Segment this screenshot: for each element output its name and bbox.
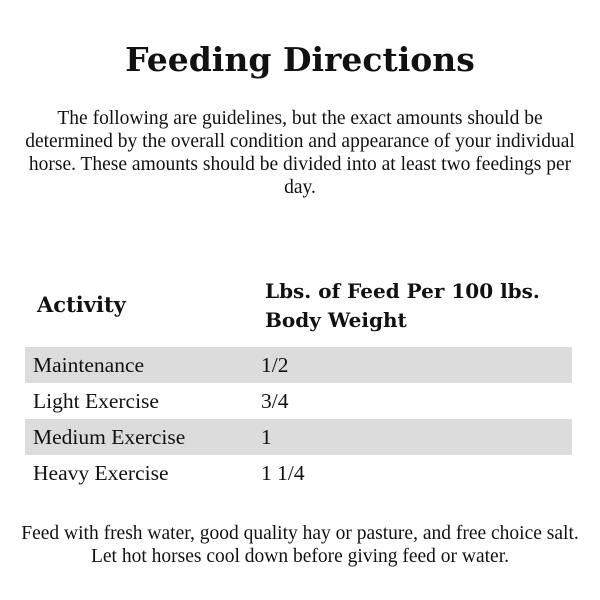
intro-paragraph: The following are guidelines, but the exact amounts should be determined by the overall condition and appearance of your individual horse. These amounts should be divided into at least two feedings per day. [25, 108, 575, 198]
table-row [25, 455, 572, 491]
row-feed-value: 1 1/4 [261, 461, 305, 485]
row-activity: Maintenance [33, 353, 145, 377]
table-header [25, 275, 572, 345]
feeding-table [25, 275, 572, 485]
row-activity: Medium Exercise [33, 425, 186, 449]
table-row [25, 419, 572, 455]
table-row [25, 347, 572, 383]
row-activity: Light Exercise [33, 389, 159, 413]
row-activity: Heavy Exercise [33, 461, 169, 485]
table-body [25, 347, 572, 491]
header-activity: Activity [37, 292, 126, 317]
page-title: Feeding Directions [125, 40, 475, 79]
row-feed-value: 1/2 [261, 353, 289, 377]
row-feed-value: 1 [261, 425, 272, 449]
row-feed-value: 3/4 [261, 389, 289, 413]
table-row [25, 383, 572, 419]
footer-note: Feed with fresh water, good quality hay or pasture, and free choice salt. Let hot horses cool down before giving feed or water. [21, 523, 579, 567]
header-feed-amount: Lbs. of Feed Per 100 lbs. Body Weight [265, 279, 540, 332]
